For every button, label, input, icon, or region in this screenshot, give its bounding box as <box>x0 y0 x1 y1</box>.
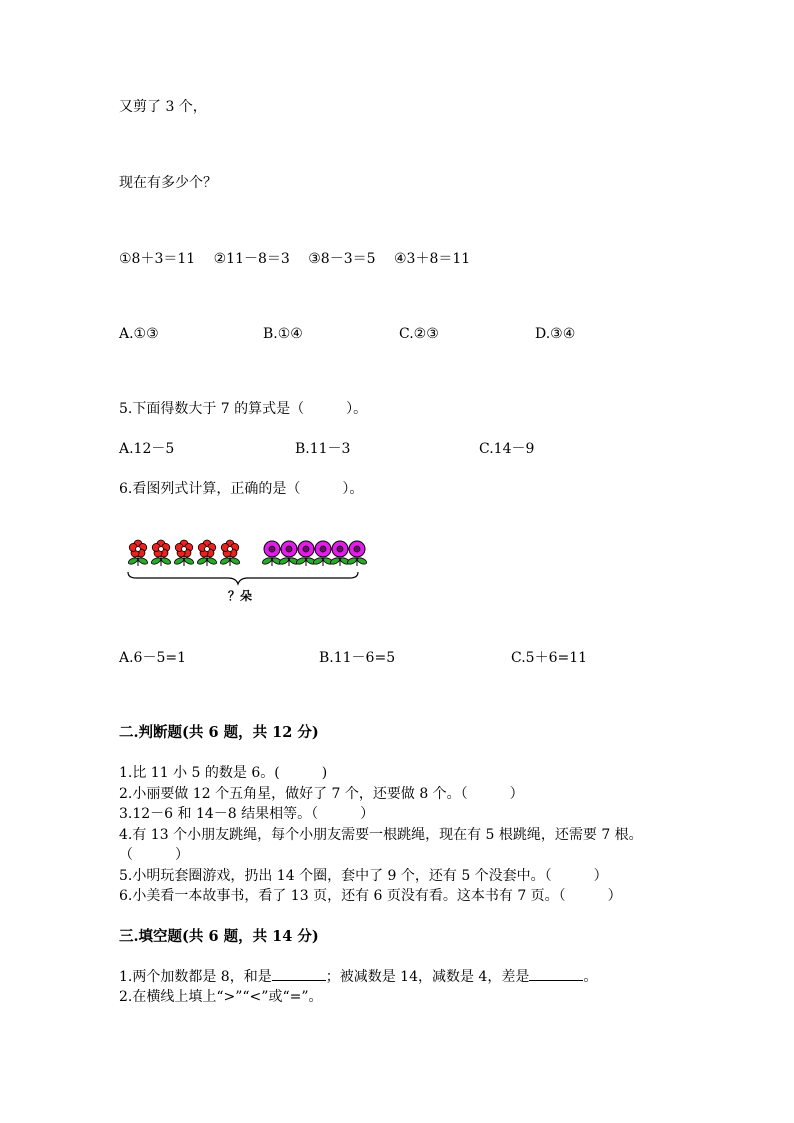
judge-item-6: 6.小美看一本故事书，看了 13 页，还有 6 页没有看。这本书有 7 页。（ ） <box>119 888 622 904</box>
problem5-option-b: B.11－3 <box>295 441 351 457</box>
judge-item-1: 1.比 11 小 5 的数是 6。( ) <box>119 765 328 781</box>
judge-item-4: 4.有 13 个小朋友跳绳，每个小朋友需要一根跳绳，现在有 5 根跳绳，还需要 7 根。（ ） <box>119 826 643 863</box>
problem5-option-c: C.14－9 <box>479 441 535 457</box>
problem6-question: 6.看图列式计算，正确的是（ ）。 <box>119 481 364 497</box>
fill-item-1-part-b: ；被减数是 14，减数是 4，差是 <box>325 969 530 985</box>
fill-item-2: 2.在横线上填上“>”“<”或“=”。 <box>119 989 323 1005</box>
problem5-question: 5.下面得数大于 7 的算式是（ ）。 <box>119 401 368 417</box>
red-flower <box>127 540 148 566</box>
problem4-option-c: C.②③ <box>399 326 439 342</box>
brace-label: ？朵 <box>228 589 253 603</box>
red-flower <box>173 540 194 566</box>
answer-blank-2[interactable] <box>529 966 583 981</box>
judge-item-3: 3.12－6 和 14－8 结果相等。（ ） <box>119 806 375 822</box>
red-flowers <box>127 540 240 566</box>
section2-title: 二.判断题(共 6 题，共 12 分) <box>119 724 319 741</box>
problem4-line1: 又剪了 3 个， <box>119 99 207 115</box>
problem6-option-c: C.5＋6=11 <box>511 650 588 666</box>
judge-item-5: 5.小明玩套圈游戏，扔出 14 个圈，套中了 9 个，还有 5 个没套中。（ ） <box>119 867 608 884</box>
flower-figure <box>124 536 374 608</box>
problem4-line2: 现在有多少个？ <box>119 175 217 191</box>
problem4-choices: ①8＋3＝11 ②11－8＝3 ③8－3＝5 ④3＋8＝11 <box>119 251 471 267</box>
judge-item-2: 2.小丽要做 12 个五角星，做好了 7 个，还要做 8 个。（ ） <box>119 785 524 802</box>
problem4-option-d: D.③④ <box>535 326 576 342</box>
answer-blank-1[interactable] <box>272 966 326 981</box>
problem6-option-a: A.6－5=1 <box>119 650 187 666</box>
fill-item-1-part-c: 。 <box>583 969 598 985</box>
red-flower <box>150 540 171 566</box>
problem5-option-a: A.12－5 <box>119 441 175 457</box>
red-flower <box>219 540 240 566</box>
fill-item-1-part-a: 1.两个加数都是 8，和是 <box>119 969 272 985</box>
purple-flower <box>346 541 367 566</box>
problem6-option-b: B.11－6=5 <box>319 650 396 666</box>
section3-title: 三.填空题(共 6 题，共 14 分) <box>119 928 319 945</box>
purple-flowers <box>261 541 367 566</box>
problem4-option-a: A.①③ <box>119 326 159 342</box>
brace <box>128 572 358 584</box>
problem4-option-b: B.①④ <box>263 326 303 342</box>
red-flower <box>196 540 217 566</box>
fill-item-1 <box>119 966 597 987</box>
section2-items <box>119 763 679 907</box>
